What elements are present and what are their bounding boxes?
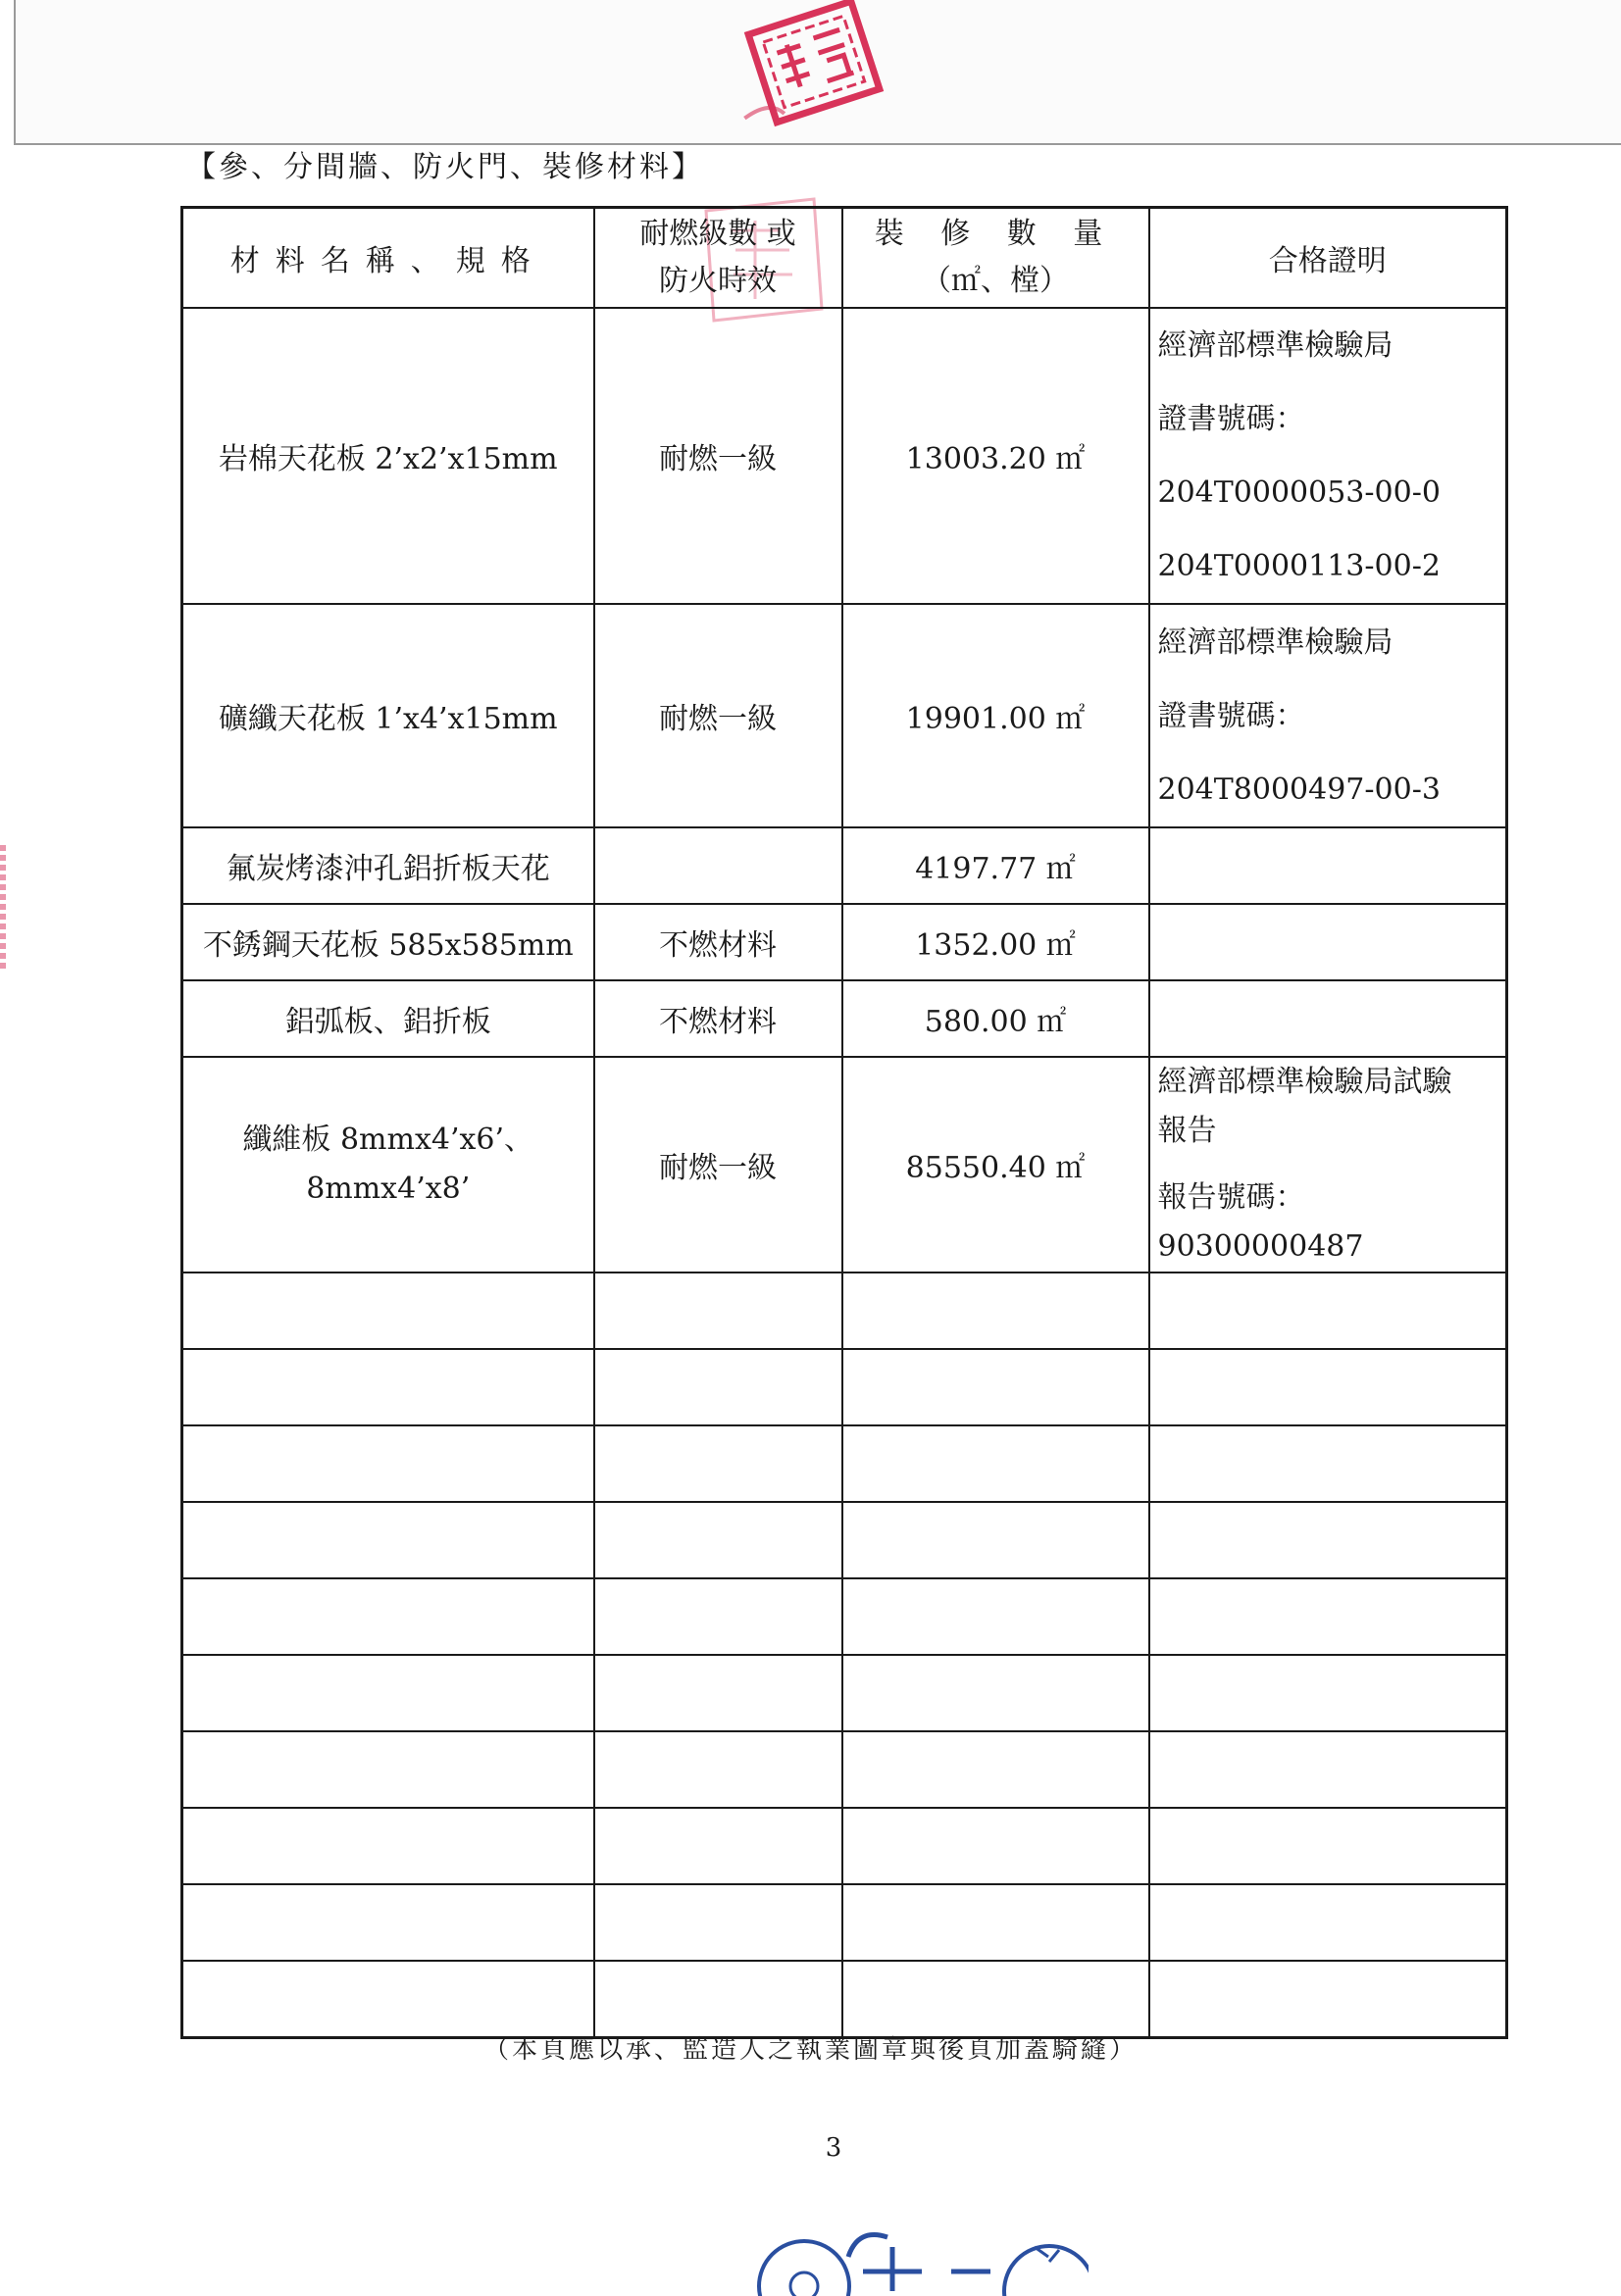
empty-cell — [842, 1425, 1149, 1502]
empty-cell — [842, 1808, 1149, 1884]
cell-certificate — [1149, 1057, 1507, 1273]
empty-cell — [1149, 1731, 1507, 1808]
table-row-empty — [182, 1884, 1507, 1961]
empty-cell — [182, 1808, 594, 1884]
table-row-empty — [182, 1425, 1507, 1502]
empty-cell — [842, 1349, 1149, 1425]
cell-certificate — [1149, 827, 1507, 904]
header-material-name-label: 材料名稱、規格 — [229, 244, 546, 278]
empty-cell — [594, 1349, 842, 1425]
empty-cell — [1149, 1273, 1507, 1349]
cell-material-name: 鋁弧板、鋁折板 — [182, 980, 594, 1057]
cell-quantity: 4197.77 ㎡ — [842, 827, 1149, 904]
header-fire-rating-line1: 耐燃級數 或 — [639, 217, 796, 251]
empty-cell — [594, 1961, 842, 2038]
empty-cell — [1149, 1425, 1507, 1502]
cert-line: 204T8000497-00-3 — [1157, 772, 1441, 807]
empty-cell — [1149, 1808, 1507, 1884]
empty-cell — [594, 1655, 842, 1731]
empty-cell — [594, 1578, 842, 1655]
header-quantity — [842, 208, 1149, 309]
material-name-line1: 纖維板 8mmx4’x6’、 — [242, 1123, 534, 1157]
cell-material-name: 岩棉天花板 2’x2’x15mm — [182, 308, 594, 604]
table-row-empty — [182, 1655, 1507, 1731]
empty-cell — [842, 1731, 1149, 1808]
header-fire-rating-line2: 防火時效 — [659, 264, 777, 298]
empty-cell — [182, 1731, 594, 1808]
cell-fire-rating: 耐燃一級 — [594, 1057, 842, 1273]
table-row — [182, 904, 1507, 980]
empty-cell — [594, 1273, 842, 1349]
table-row-empty — [182, 1502, 1507, 1578]
footer-note: （本頁應以承、監造人之執業圖章與後頁加蓋騎縫） — [482, 2035, 1138, 2065]
cert-line: 204T0000113-00-2 — [1157, 549, 1441, 583]
cert-line: 報告 — [1157, 1114, 1217, 1148]
empty-cell — [842, 1655, 1149, 1731]
cert-line: 經濟部標準檢驗局試驗 — [1157, 1065, 1452, 1099]
cert-line: 經濟部標準檢驗局 — [1157, 624, 1393, 660]
empty-cell — [842, 1884, 1149, 1961]
cell-quantity: 580.00 ㎡ — [842, 980, 1149, 1057]
empty-cell — [182, 1961, 594, 2038]
table-row — [182, 827, 1507, 904]
cell-quantity: 13003.20 ㎡ — [842, 308, 1149, 604]
empty-cell — [182, 1273, 594, 1349]
empty-cell — [1149, 1502, 1507, 1578]
empty-cell — [182, 1425, 594, 1502]
section-title: 【參、分間牆、防火門、裝修材料】 — [186, 150, 704, 184]
empty-cell — [594, 1808, 842, 1884]
header-material-name — [182, 208, 594, 309]
cell-fire-rating — [594, 827, 842, 904]
cell-quantity: 85550.40 ㎡ — [842, 1057, 1149, 1273]
table-row-empty — [182, 1731, 1507, 1808]
table-row-empty — [182, 1961, 1507, 2038]
cert-line: 證書號碼： — [1157, 698, 1305, 733]
empty-cell — [594, 1731, 842, 1808]
cert-line: 經濟部標準檢驗局 — [1157, 328, 1393, 363]
empty-cell — [1149, 1349, 1507, 1425]
empty-cell — [594, 1884, 842, 1961]
empty-cell — [842, 1961, 1149, 2038]
table-row-empty — [182, 1808, 1507, 1884]
empty-cell — [842, 1502, 1149, 1578]
cell-certificate — [1149, 980, 1507, 1057]
empty-cell — [182, 1578, 594, 1655]
cell-material-name: 氟炭烤漆沖孔鋁折板天花 — [182, 827, 594, 904]
binding-stamp-mark — [0, 845, 6, 973]
empty-cell — [182, 1655, 594, 1731]
cert-line: 204T0000053-00-0 — [1157, 475, 1441, 510]
material-name-line2: 8mmx4’x8’ — [306, 1172, 471, 1206]
header-quantity-line1: 裝 修 數 量 — [874, 217, 1117, 251]
table-header-row — [182, 208, 1507, 309]
header-fire-rating — [594, 208, 842, 309]
table-row-empty — [182, 1349, 1507, 1425]
cell-material-name: 礦纖天花板 1’x4’x15mm — [182, 604, 594, 827]
table-row-empty — [182, 1273, 1507, 1349]
header-certificate-label: 合格證明 — [1268, 244, 1387, 278]
header-quantity-line2: （㎡、樘） — [922, 264, 1069, 298]
page-number: 3 — [825, 2133, 842, 2163]
empty-cell — [594, 1425, 842, 1502]
table-row — [182, 980, 1507, 1057]
cell-fire-rating: 不燃材料 — [594, 980, 842, 1057]
empty-cell — [182, 1349, 594, 1425]
cert-line: 證書號碼： — [1157, 402, 1305, 436]
empty-cell — [1149, 1655, 1507, 1731]
table-row-empty — [182, 1578, 1507, 1655]
cell-fire-rating: 耐燃一級 — [594, 308, 842, 604]
cell-fire-rating: 不燃材料 — [594, 904, 842, 980]
table-row — [182, 604, 1507, 827]
empty-cell — [594, 1502, 842, 1578]
cell-quantity: 19901.00 ㎡ — [842, 604, 1149, 827]
materials-table — [180, 206, 1508, 2039]
empty-cell — [1149, 1884, 1507, 1961]
cell-certificate — [1149, 904, 1507, 980]
empty-cell — [842, 1578, 1149, 1655]
table-row — [182, 308, 1507, 604]
table-row — [182, 1057, 1507, 1273]
cert-line: 報告號碼：90300000487 — [1157, 1180, 1364, 1264]
empty-cell — [842, 1273, 1149, 1349]
cell-fire-rating: 耐燃一級 — [594, 604, 842, 827]
empty-cell — [1149, 1578, 1507, 1655]
cell-material-name — [182, 1057, 594, 1273]
cell-certificate — [1149, 604, 1507, 827]
cell-material-name: 不銹鋼天花板 585x585mm — [182, 904, 594, 980]
blue-round-seal-icon — [755, 2218, 1089, 2296]
cert-spacer — [1158, 1156, 1506, 1173]
header-certificate — [1149, 208, 1507, 309]
empty-cell — [1149, 1961, 1507, 2038]
empty-cell — [182, 1884, 594, 1961]
cell-certificate — [1149, 308, 1507, 604]
empty-cell — [182, 1502, 594, 1578]
cell-quantity: 1352.00 ㎡ — [842, 904, 1149, 980]
